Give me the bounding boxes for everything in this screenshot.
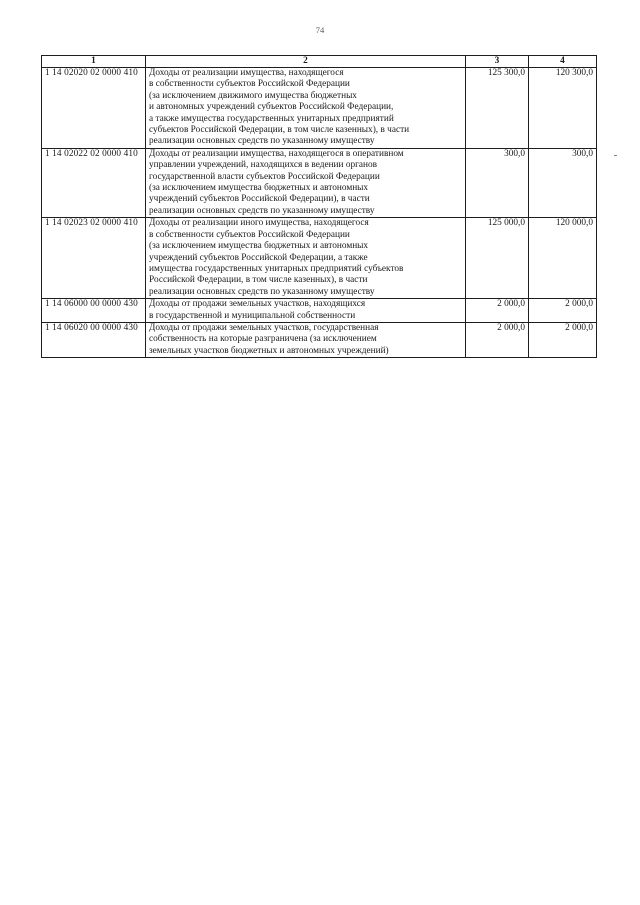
revenue-name-cell: Доходы от реализации имущества, находящегося в оперативном управлении учреждений, находящихся в ведении органов государственной власти субъектов Российской Федерации (за исключением имущества бюджетных и автономных учреждений субъектов Российской Федерации), в части реализации основных средств по указанному имуществу xyxy=(146,148,466,217)
table-row xyxy=(42,322,597,357)
amount-year-1-cell: 125 300,0 xyxy=(466,68,529,149)
table-row xyxy=(42,218,597,299)
revenue-name-cell: Доходы от реализации имущества, находящегося в собственности субъектов Российской Федерации (за исключением движимого имущества бюджетных и автономных учреждений субъектов Российской Федерации, а также имущества государственных унитарных предприятий субъектов Российской Федерации, в том числе казенных), в части реализации основных средств по указанному имуществу xyxy=(146,68,466,149)
budget-code-cell: 1 14 02020 02 0000 410 xyxy=(42,68,146,149)
budget-code-cell: 1 14 06000 00 0000 430 xyxy=(42,299,146,323)
table-row xyxy=(42,68,597,149)
budget-code-cell: 1 14 06020 00 0000 430 xyxy=(42,322,146,357)
column-header-1: 1 xyxy=(42,56,146,68)
amount-year-1-cell: 300,0 xyxy=(466,148,529,217)
page-number: 74 xyxy=(315,25,325,35)
revenue-name-cell: Доходы от реализации иного имущества, находящегося в собственности субъектов Российской Федерации (за исключением имущества бюджетных и автономных учреждений субъектов Российской Федерации, а также имущества государственных унитарных предприятий субъектов Российской Федерации, в том числе казенных), в части реализации основных средств по указанному имуществу xyxy=(146,218,466,299)
table-row xyxy=(42,148,597,217)
amount-year-2-cell: 2 000,0 xyxy=(529,322,597,357)
amount-year-2-cell: 120 300,0 xyxy=(529,68,597,149)
revenue-name-cell: Доходы от продажи земельных участков, находящихся в государственной и муниципальной собственности xyxy=(146,299,466,323)
budget-code-cell: 1 14 02022 02 0000 410 xyxy=(42,148,146,217)
amount-year-2-cell: 120 000,0 xyxy=(529,218,597,299)
amount-year-2-cell: 2 000,0 xyxy=(529,299,597,323)
column-header-3: 3 xyxy=(466,56,529,68)
amount-year-2-cell: 300,0 xyxy=(529,148,597,217)
column-header-4: 4 xyxy=(529,56,597,68)
revenue-table xyxy=(41,55,597,358)
amount-year-1-cell: 125 000,0 xyxy=(466,218,529,299)
scan-artifact xyxy=(614,155,617,156)
amount-year-1-cell: 2 000,0 xyxy=(466,299,529,323)
table-row xyxy=(42,299,597,323)
budget-code-cell: 1 14 02023 02 0000 410 xyxy=(42,218,146,299)
revenue-name-cell: Доходы от продажи земельных участков, государственная собственность на которые разграничена (за исключением земельных участков бюджетных и автономных учреждений) xyxy=(146,322,466,357)
column-header-2: 2 xyxy=(146,56,466,68)
table-header-row xyxy=(42,56,597,68)
amount-year-1-cell: 2 000,0 xyxy=(466,322,529,357)
